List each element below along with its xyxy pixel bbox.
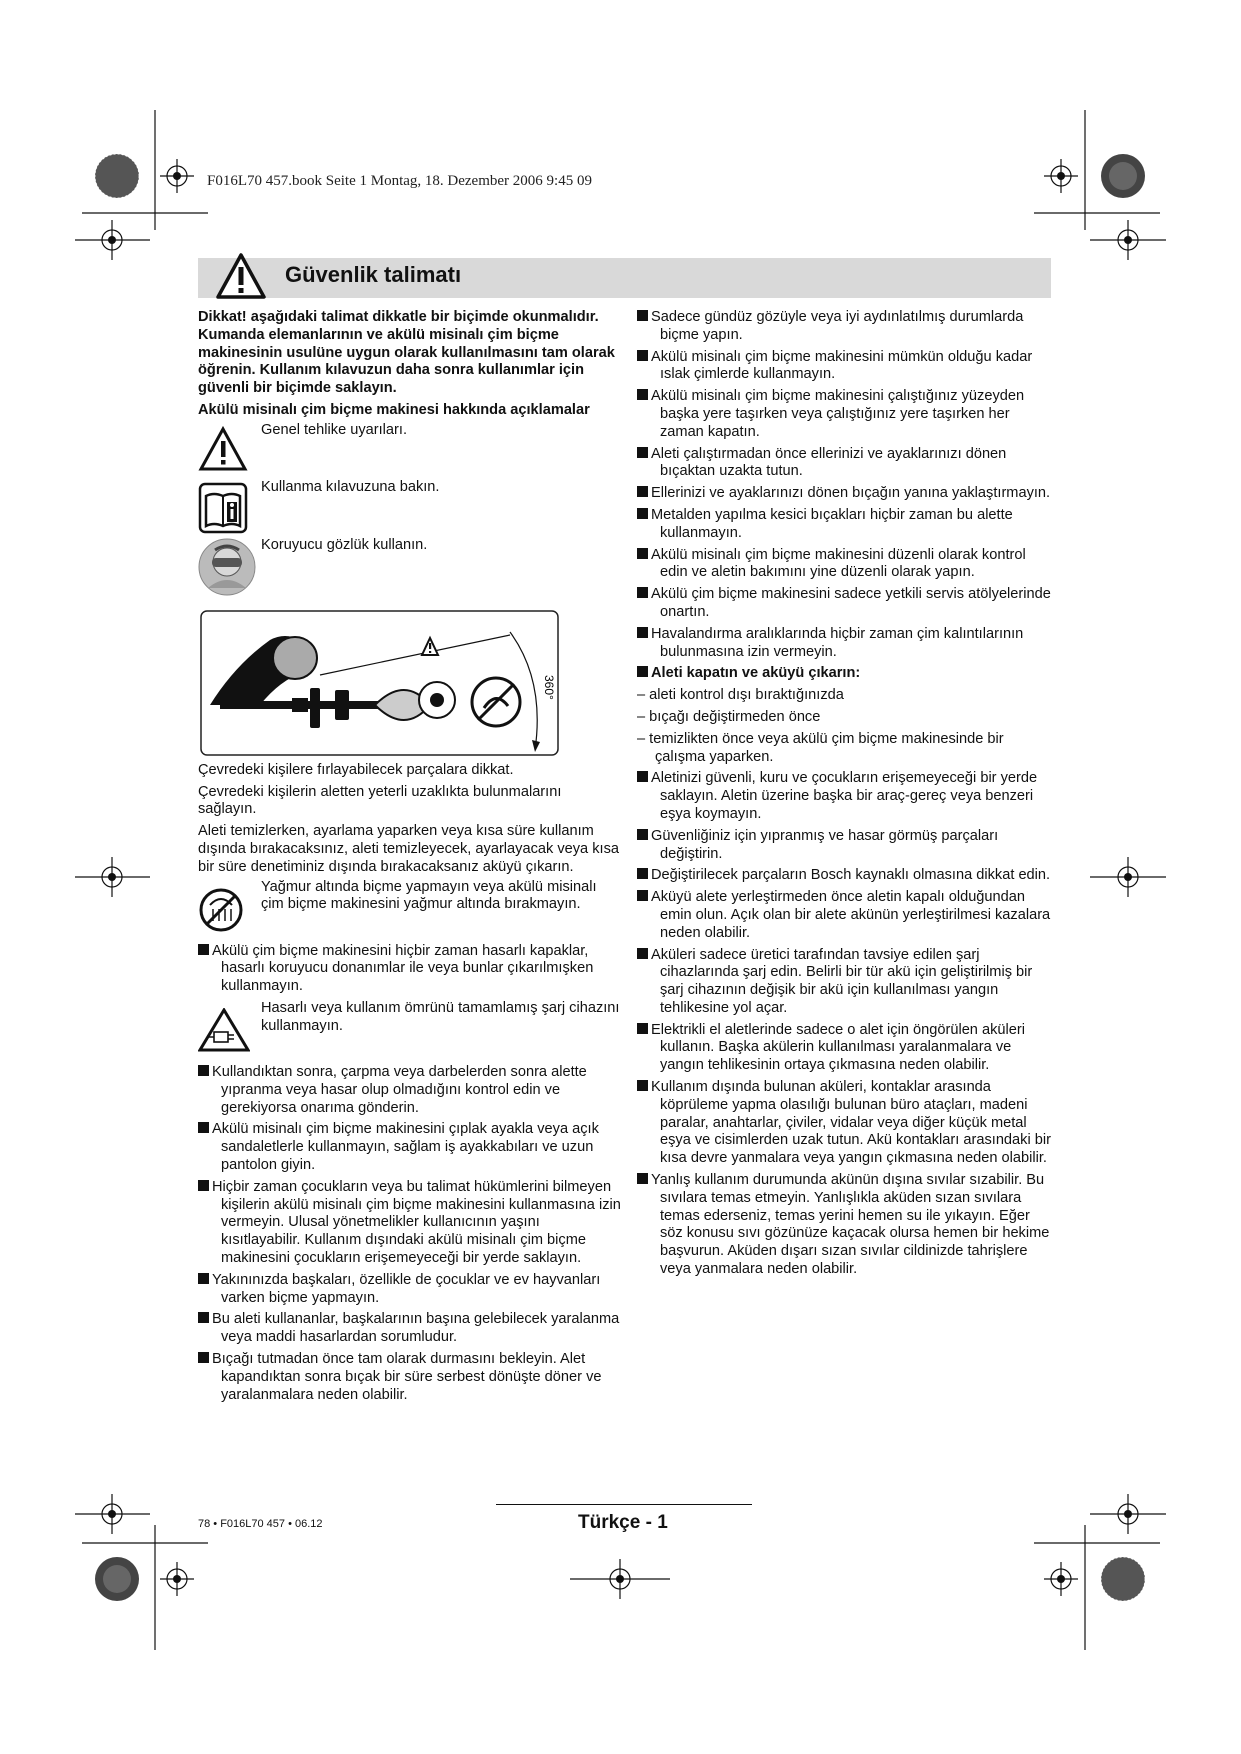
right-column [637,309,1055,1283]
left-bullet-7: Bıçağı tutmadan önce tam olarak durmasını bekleyin. Alet kapandıktan sonra bıçak bir süre serbest dönüşte döner ve yaralanmalara neden olabilir. [198,1351,623,1404]
left-bullet-1: Akülü çim biçme makinesini hiçbir zaman hasarlı kapaklar, hasarlı koruyucu donanımlar ile veya bunlar çıkarılmışken kullanmayın. [198,943,623,996]
right-dash-1: – aleti kontrol dışı bıraktığınızda [637,687,844,704]
warning-icon [198,426,248,472]
target-2 [1044,159,1078,193]
rosette-top-right [1101,154,1145,198]
right-bullet-9: Havalandırma aralıklarında hiçbir zaman çim kalıntılarının bulunmasına izin vermeyin. [637,626,1055,662]
warning-triangle-icon [215,252,267,300]
angle-label: 360° [542,674,556,700]
right-bullet-18: Yanlış kullanım durumunda akünün dışına sıvılar sızabilir. Bu sıvılara temas etmeyin. Yanlışlıkla aküden sızan sıvılara temas ederseniz, temas yerini hemen su ile yıkayın. Eğer söz konusu sıvı gözünüze kaçacak olursa hemen bir hekime başvurun. Aküden dışarı sızan sıvılar cildinizde tahrişlere veya yanmalara neden olabilir. [637,1172,1055,1279]
target-1 [160,159,194,193]
safety-goggles-icon [198,538,256,596]
left-column [198,309,623,1408]
left-bullet-3: Akülü misinalı çim biçme makinesini çıplak ayakla veya açık sandaletlerle kullanmayın, sağlam iş ayakkabıları ve uzun pantolon giyin. [198,1121,623,1174]
sym-rain-text: Yağmur altında biçme yapmayın veya akülü misinalı çim biçme makinesini yağmur altında bırakmayın. [261,878,597,913]
symbol-rain-row [198,878,623,939]
left-bullet-6: Bu aleti kullananlar, başkalarının başına gelebilecek yaralanma veya maddi hasarlardan sorumludur. [198,1311,623,1347]
print-header: F016L70 457.book Seite 1 Montag, 18. Dezember 2006 9:45 09 [207,173,592,189]
left-p3: Aleti temizlerken, ayarlama yaparken veya kısa süre kullanım dışında bırakacaksınız, aleti temizleyecek, ayarlayacak veya kısa bir süre denetiminiz dışında bırakacaksanız aküyü çıkarın. [198,823,619,875]
target-11 [1044,1562,1078,1596]
right-bullet-12: Güvenliğiniz için yıpranmış ve hasar görmüş parçaları değiştirin. [637,828,1055,864]
right-bullet-4: Aleti çalıştırmadan önce ellerinizi ve ayaklarınızı dönen bıçaktan uzakta tutun. [637,446,1055,482]
right-bullet-2: Akülü misinalı çim biçme makinesini mümkün olduğu kadar ıslak çimlerde kullanmayın. [637,349,1055,385]
target-9 [160,1562,194,1596]
right-bullet-13: Değiştirilecek parçaların Bosch kaynaklı olmasına dikkat edin. [637,867,1055,885]
left-p2: Çevredeki kişilerin aletten yeterli uzaklıkta bulunmalarını sağlayın. [198,783,562,818]
symbol-warning-row [198,421,623,482]
symbol-charger-row [198,1000,623,1060]
sym-manual-text: Kullanma kılavuzuna bakın. [261,478,440,495]
right-dash-3: – temizlikten önce veya akülü çim biçme makinesinde bir çalışma yaparken. [637,730,1004,765]
page-title: Güvenlik talimatı [285,262,462,287]
right-bullet-14: Aküyü alete yerleştirmeden önce aletin kapalı olduğundan emin olun. Açık olan bir alete akünün yerleştirilmesi kazalara neden olabilir. [637,889,1055,942]
left-bullet-5: Yakınınızda başkaları, özellikle de çocuklar ve ev hayvanları varken biçme yapmayın. [198,1272,623,1308]
damaged-charger-warning-icon [198,1008,250,1052]
bullet-square [198,944,209,955]
right-bullet-7: Akülü misinalı çim biçme makinesini düzenli olarak kontrol edin ve aletin bakımını yine düzenli olarak yapın. [637,547,1055,583]
sym-goggles-text: Koruyucu gözlük kullanın. [261,536,428,553]
target-6 [1090,857,1166,897]
right-bullet-16: Elektrikli el aletlerinde sadece o alet için öngörülen aküleri kullanın. Başka akülerin kullanılması yaralanmalara ve yangın tehlikesinin ortaya çıkmasına neden olabilir. [637,1022,1055,1075]
symbols-heading: Akülü misinalı çim biçme makinesi hakkında açıklamalar [198,401,590,418]
footer-code: 78 • F016L70 457 • 06.12 [198,1518,323,1530]
left-p1: Çevredeki kişilere fırlayabilecek parçalara dikkat. [198,761,514,778]
sym-warning-text: Genel tehlike uyarıları. [261,421,408,438]
footer-page-label: Türkçe - 1 [578,1512,668,1533]
target-8 [1090,1494,1166,1534]
symbol-manual-row [198,478,623,540]
target-7 [75,1494,150,1534]
right-bullet-11: Aletinizi güvenli, kuru ve çocukların erişemeyeceği bir yerde saklayın. Aletin üzerine başka bir araç-gereç veya benzeri eşya koymayın. [637,770,1055,823]
right-bullet-8: Akülü çim biçme makinesini sadece yetkili servis atölyelerinde onartın. [637,586,1055,622]
intro-text: Dikkat! aşağıdaki talimat dikkatle bir biçimde okunmalıdır. Kumanda elemanlarının ve akülü misinalı çim biçme makinesinin usulüne uygun olarak kullanılmasını tam olarak öğrenin. Kullanım kılavuzun daha sonra kullanımlar için güvenli bir biçimde saklayın. [198,309,615,397]
manual-book-icon [198,482,248,534]
left-bullet-4: Hiçbir zaman çocukların veya bu talimat hükümlerini bilmeyen kişilerin akülü misinalı çim biçme makinesini kullanmasına izin vermeyin. Ulusal yönetmelikler kullanıcının yaşını kısıtlayabilir. Kullanım dışındaki akülü misinalı çim biçme makinesini çocukların erişemeyeceği bir yerde saklayın. [198,1179,623,1268]
target-4 [1090,220,1166,260]
target-10 [570,1559,670,1599]
trimmer-hazard-illustration [200,610,560,756]
rosette-bottom-left [95,1557,139,1601]
rosette-top-left [95,154,139,198]
left-bullet-2: Kullandıktan sonra, çarpma veya darbelerden sonra alette yıpranma veya hasar olup olmadığını kontrol edin ve gerekiyorsa onarıma gönderin. [198,1064,623,1117]
right-dash-2: – bıçağı değiştirmeden önce [637,708,821,725]
target-5 [75,857,150,897]
target-3 [75,220,150,260]
right-bullet-15: Aküleri sadece üretici tarafından tavsiye edilen şarj cihazlarında şarj edin. Belirli bir tür akü için geliştirilmiş bir şarj cihazının değişik bir akü için kullanılması yangın tehlikesine yol açar. [637,947,1055,1018]
rosette-bottom-right [1101,1557,1145,1601]
right-bullet-17: Kullanım dışında bulunan aküleri, kontaklar arasında köprüleme yapma olasılığı bulunan büro ataçları, madeni paralar, anahtarlar, çiviler, vidalar veya diğer küçük metal eşya ve cisimlerden uzak tutun. Akü kontakları arasındaki bir kısa devre yanmalara veya yangın çıkmasına neden olabilir. [637,1079,1055,1168]
sym-charger-text: Hasarlı veya kullanım ömrünü tamamlamış şarj cihazını kullanmayın. [261,999,620,1034]
symbol-goggles-row [198,536,623,610]
right-bullet-6: Metalden yapılma kesici bıçakları hiçbir zaman bu alette kullanmayın. [637,507,1055,543]
right-bullet-10: Aleti kapatın ve aküyü çıkarın: [637,665,1055,683]
right-bullet-5: Ellerinizi ve ayaklarınızı dönen bıçağın yanına yaklaştırmayın. [637,485,1055,503]
footer-rule [496,1504,752,1505]
right-bullet-3: Akülü misinalı çim biçme makinesini çalıştığınız yüzeyden başka yere taşırken veya çalıştığınız yere taşırken her zaman kapatın. [637,388,1055,441]
right-bullet-1: Sadece gündüz gözüyle veya iyi aydınlatılmış durumlarda biçme yapın. [637,309,1055,345]
no-rain-icon [198,887,244,933]
